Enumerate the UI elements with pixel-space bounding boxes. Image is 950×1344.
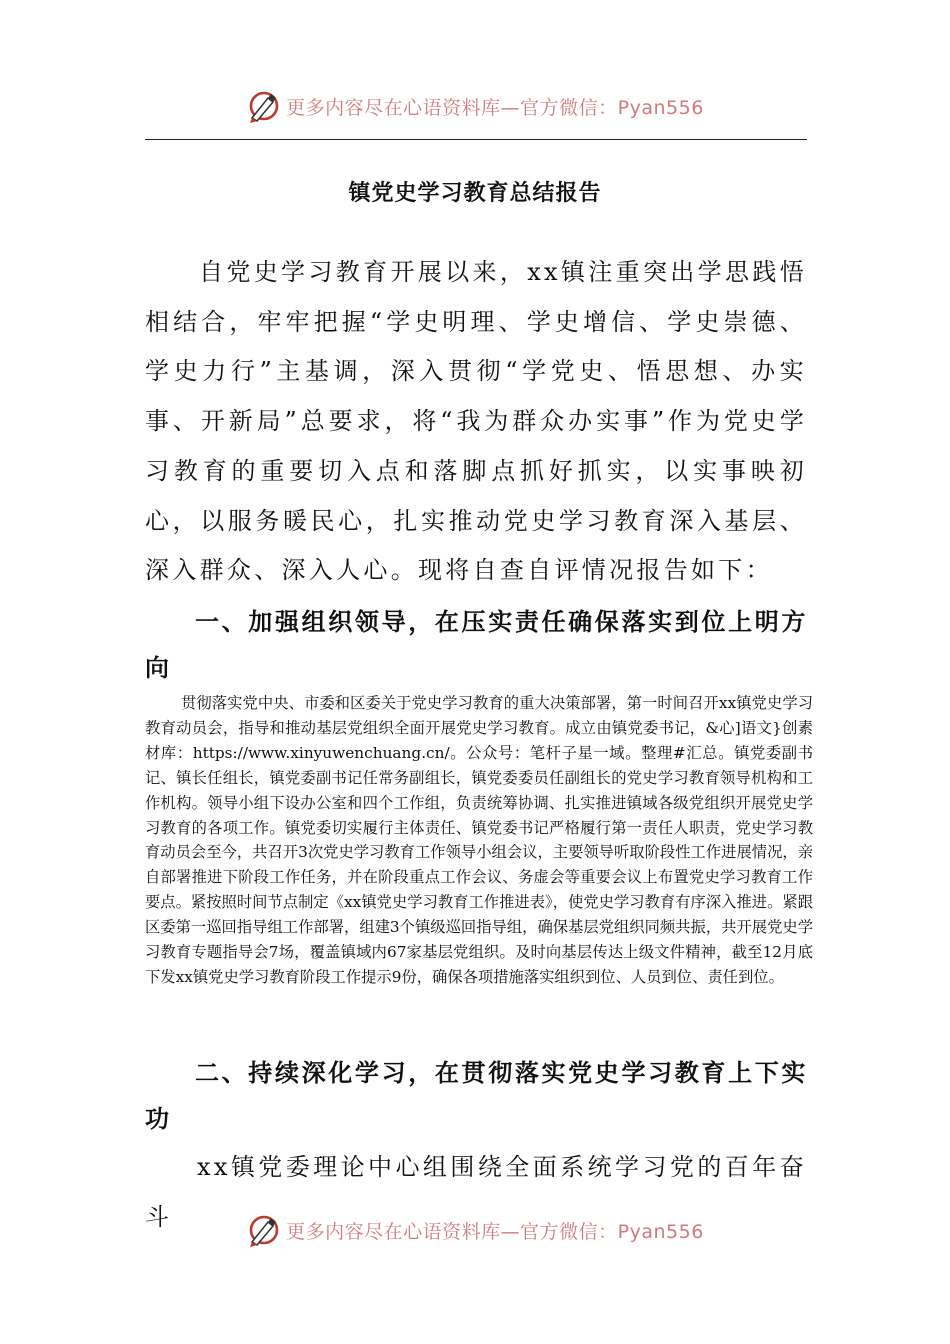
watermark-header [0,84,950,128]
header-divider [145,139,807,140]
intro-paragraph: 自党史学习教育开展以来，xx镇注重突出学思践悟相结合，牢牢把握“学史明理、学史增信、学史崇德、学史力行”主基调，深入贯彻“学党史、悟思想、办实事、开新局”总要求，将“我为群众办实事”作为党史学习教育的重要切入点和落脚点抓好抓实，以实事映初心，以服务暖民心，扎实推动党史学习教育深入基层、深入群众、深入人心。现将自查自评情况报告如下： [145,258,807,585]
watermark-text: 更多内容尽在心语资料库—官方微信：Pyan556 [286,96,704,119]
section-heading-1: 一、加强组织领导，在压实责任确保落实到位上明方向 [145,608,807,682]
pen-circle-icon [246,1212,282,1248]
watermark-text: 更多内容尽在心语资料库—官方微信：Pyan556 [286,1220,704,1243]
section-2-paragraph: xx镇党委理论中心组围绕全面系统学习党的百年奋斗 [145,1153,807,1231]
watermark-footer [0,1208,950,1252]
document-title: 镇党史学习教育总结报告 [348,181,602,206]
pen-circle-icon [246,88,282,124]
section-heading-2: 二、持续深化学习，在贯彻落实党史学习教育上下实功 [145,1059,807,1133]
section-1-paragraph: 贯彻落实党中央、市委和区委关于党史学习教育的重大决策部署，第一时间召开xx镇党史学习教育动员会，指导和推动基层党组织全面开展党史学习教育。成立由镇党委书记，&心]语文}创素材库：https://www.xinyuwenchuang.cn/。公众号：笔杆子星一域。整理#汇总。镇党委副书记、镇长任组长，镇党委副书记任常务副组长，镇党委委员任副组长的党史学习教育领导机构和工作机构。领导小组下设办公室和四个工作组，负责统筹协调、扎实推进镇域各级党组织开展党史学习教育的各项工作。镇党委切实履行主体责任、镇党委书记严格履行第一责任人职责，党史学习教育动员会至今，共召开3次党史学习教育工作领导小组会议，主要领导听取阶段性工作进展情况，亲自部署推进下阶段工作任务，并在阶段重点工作会议、务虚会等重要会议上布置党史学习教育工作要点。紧按照时间节点制定《xx镇党史学习教育工作推进表》，使党史学习教育有序深入推进。紧跟区委第一巡回指导组工作部署，组建3个镇级巡回指导组，确保基层党组织同频共振，共开展党史学习教育专题指导会7场，覆盖镇域内67家基层党组织。及时向基层传达上级文件精神，截至12月底下发xx镇党史学习教育阶段工作提示9份，确保各项措施落实组织到位、人员到位、责任到位。 [145,694,813,986]
